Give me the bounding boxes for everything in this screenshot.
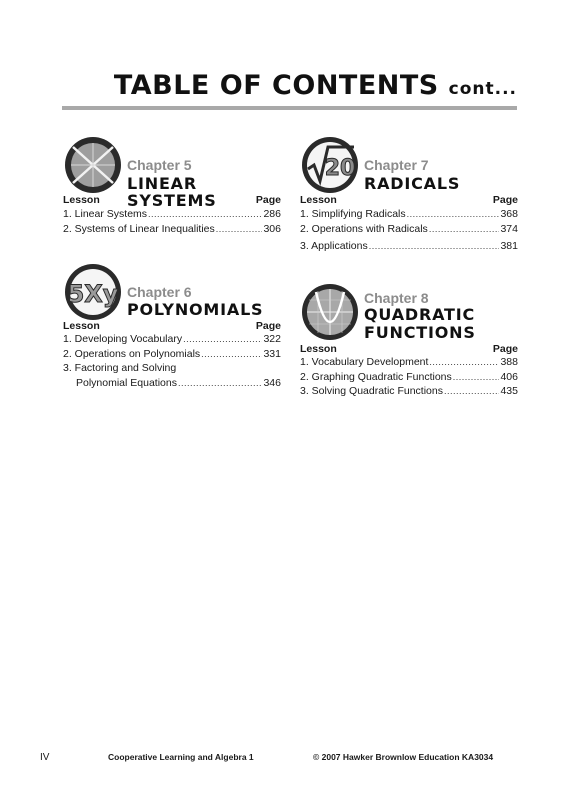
lesson-list [300,356,518,400]
lesson-row[interactable]: 2. Systems of Linear Inequalities ..... 306 [63,223,281,238]
lesson-row[interactable]: 1. Simplifying Radicals ..... 368 [300,208,518,223]
lesson-row-continued[interactable]: Polynomial Equations ..... 346 [63,377,281,392]
lesson-heading: Lesson [63,320,100,332]
lesson-list [63,333,281,391]
page-title-suffix: cont... [448,79,517,99]
page-title [114,70,517,101]
lesson-row[interactable]: 2. Operations on Polynomials ..... 331 [63,348,281,363]
polynomial-5xy-icon [63,262,123,322]
column-headings [300,194,518,206]
page-heading: Page [492,343,518,355]
lesson-row[interactable]: 3. Solving Quadratic Functions ..... 435 [300,385,518,400]
lesson-row[interactable]: 2. Graphing Quadratic Functions ..... 406 [300,371,518,386]
chapter-title-line-1: QUADRATIC [364,305,476,324]
chapter-number: Chapter 7 [364,157,429,173]
svg-text:5Xy: 5Xy [67,280,119,308]
lesson-list [300,208,518,255]
column-headings [63,320,281,332]
square-root-20-icon [300,135,360,195]
svg-text:20: 20 [324,156,356,181]
column-headings [300,343,518,355]
lesson-heading: Lesson [63,194,100,206]
lesson-row[interactable]: 3. Factoring and Solving [63,362,177,374]
footer-page-number: IV [40,752,50,763]
page-heading: Page [255,194,281,206]
chapter-number: Chapter 8 [364,290,429,306]
lesson-row[interactable]: 1. Developing Vocabulary ..... 322 [63,333,281,348]
chapter-number: Chapter 5 [127,157,192,173]
lesson-heading: Lesson [300,343,337,355]
page-heading: Page [255,320,281,332]
chapter-title: LINEAR SYSTEMS [127,174,217,210]
footer-book-title: Cooperative Learning and Algebra 1 [108,752,254,762]
footer-copyright: © 2007 Hawker Brownlow Education KA3034 [313,752,494,762]
page-heading: Page [492,194,518,206]
lesson-row[interactable]: 3. Applications ..... 381 [300,240,518,255]
title-rule [62,106,517,110]
lesson-list [63,208,281,237]
lesson-row[interactable]: 2. Operations with Radicals ..... 374 [300,223,518,238]
chapter-title: RADICALS [364,174,461,193]
column-headings [63,194,281,206]
lesson-row[interactable]: 1. Vocabulary Development ..... 388 [300,356,518,371]
lesson-row[interactable]: 1. Linear Systems ..... 286 [63,208,281,223]
page-title-main: TABLE OF CONTENTS [113,70,439,101]
lesson-heading: Lesson [300,194,337,206]
chapter-title-line-2: FUNCTIONS [364,323,476,342]
chapter-number: Chapter 6 [127,284,192,300]
parabola-graph-icon [300,282,360,342]
chapter-title: POLYNOMIALS [127,300,264,319]
crossed-lines-circle-icon [63,135,123,195]
